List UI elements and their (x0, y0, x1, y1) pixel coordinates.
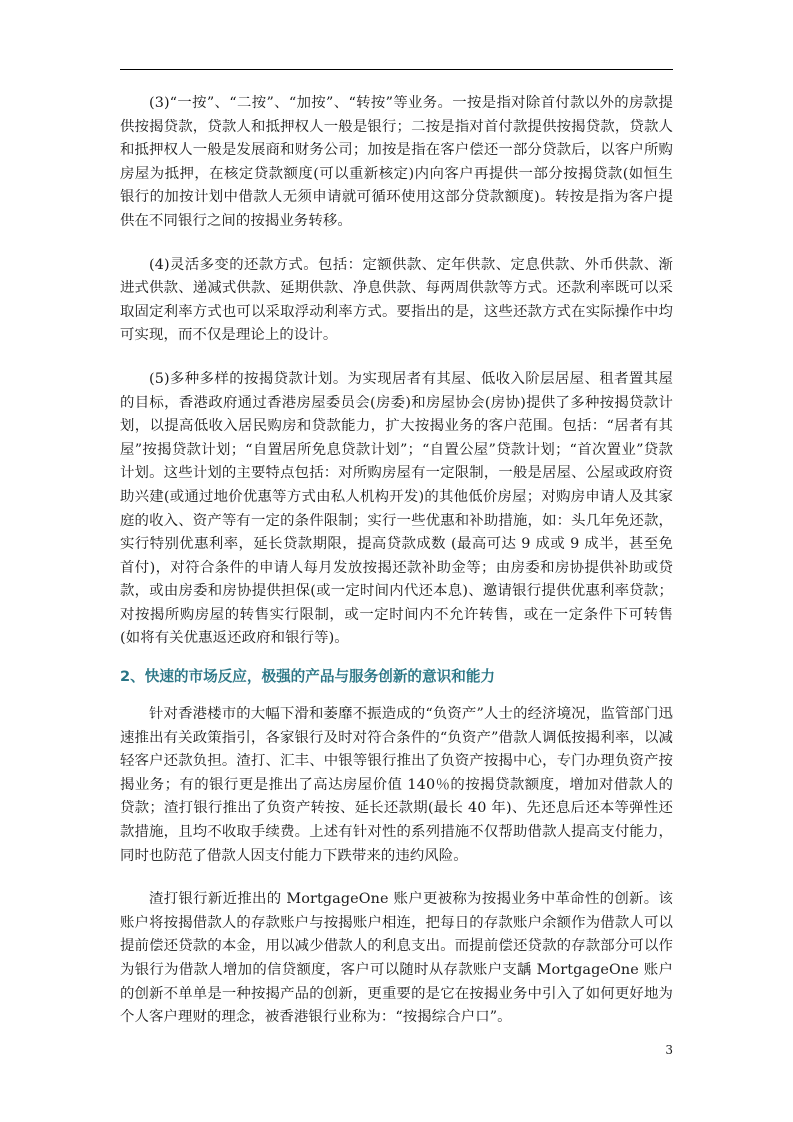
paragraph-mortgage-types: (3)“一按”、“二按”、“加按”、“转按”等业务。一按是指对除首付款以外的房款提供按揭贷款，贷款人和抵押权人一般是银行；二按是指对首付款提供按揭贷款，贷款人和抵押权人一般是发展商和财务公司；加按是指在客户偿还一部分贷款后，以客户所购房屋为抵押，在核定贷款额度(可以重新核定)内向客户再提供一部分按揭贷款(如恒生银行的加按计划中借款人无须申请就可循环使用这部分贷款额度)。转按是指为客户提供在不同银行之间的按揭业务转移。 (120, 95, 673, 229)
paragraph-repayment-methods: (4)灵活多变的还款方式。包括：定额供款、定年供款、定息供款、外币供款、渐进式供款、递减式供款、延期供款、净息供款、每两周供款等方式。还款利率既可以采取固定利率方式也可以采取浮动利率方式。要指出的是，这些还款方式在实际操作中均可实现，而不仅是理论上的设计。 (120, 256, 673, 344)
paragraph-negative-equity: 针对香港楼市的大幅下滑和萎靡不振造成的“负资产”人士的经济境况，监管部门迅速推出有关政策指引，各家银行及时对符合条件的“负资产”借款人调低按揭利率，以减轻客户还款负担。渣打、汇丰、中银等银行推出了负资产按揭中心，专门办理负资产按揭业务；有的银行更是推出了高达房屋价值 140％的按揭贷款额度，增加对借款人的贷款；渣打银行推出了负资产转按、延长还款期(最长 40 年)、先还息后还本等弹性还款措施，且均不收取手续费。上述有针对性的系列措施不仅帮助借款人提高支付能力，同时也防范了借款人因支付能力下跌带来的违约风险。 (120, 706, 673, 864)
document-body (120, 92, 673, 1030)
paragraph-loan-schemes: (5)多种多样的按揭贷款计划。为实现居者有其屋、低收入阶层居屋、租者置其屋的目标，香港政府通过香港房屋委员会(房委)和房屋协会(房协)提供了多种按揭贷款计划，以提高低收入居民购房和贷款能力，扩大按揭业务的客户范围。包括：“居者有其屋”按揭贷款计划；“自置居所免息贷款计划”；“自置公屋”贷款计划；“首次置业”贷款计划。这些计划的主要特点包括：对所购房屋有一定限制，一般是居屋、公屋或政府资助兴建(或通过地价优惠等方式由私人机构开发)的其他低价房屋；对购房申请人及其家庭的收入、资产等有一定的条件限制；实行一些优惠和补助措施，如：头几年免还款，实行特别优惠利率，延长贷款期限，提高贷款成数 (最高可达 9 成或 9 成半，甚至免首付)，对符合条件的申请人每月发放按揭还款补助金等；由房委和房协提供补助或贷款，或由房委和房协提供担保(或一定时间内代还本息)、邀请银行提供优惠利率贷款；对按揭所购房屋的转售实行限制，或一定时间内不允许转售，或在一定条件下可转售(如将有关优惠返还政府和银行等)。 (120, 370, 673, 647)
header-rule (120, 69, 673, 70)
page-number: 3 (665, 1043, 673, 1057)
paragraph-mortgageone: 渣打银行新近推出的 MortgageOne 账户更被称为按揭业务中革命性的创新。该账户将按揭借款人的存款账户与按揭账户相连，把每日的存款账户余额作为借款人可以提前偿还贷款的本金，用以减少借款人的利息支出。而提前偿还贷款的存款部分可以作为银行为借款人增加的信贷额度，客户可以随时从存款账户支龋 MortgageOne 账户的创新不单单是一种按揭产品的创新，更重要的是它在按揭业务中引入了如何更好地为个人客户理财的理念，被香港银行业称为：“按揭综合户口”。 (120, 891, 673, 1026)
section-heading: 2、快速的市场反应，极强的产品与服务创新的意识和能力 (120, 668, 496, 686)
